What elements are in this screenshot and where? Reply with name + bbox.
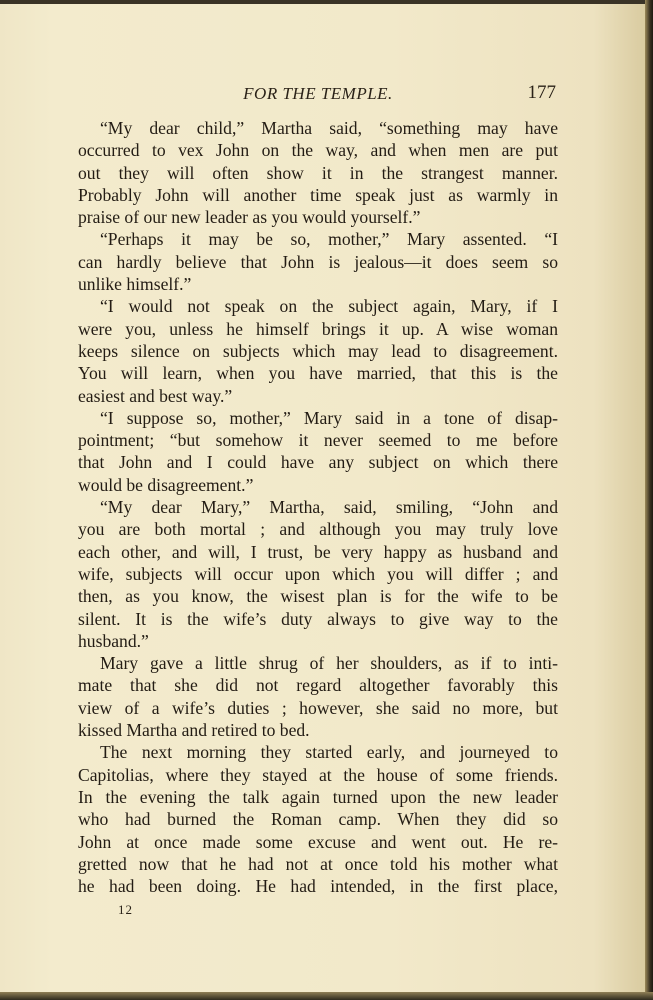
- text-line: silent. It is the wife’s duty always to give way to the: [78, 608, 558, 629]
- text-line: You will learn, when you have married, that this is the: [78, 363, 558, 384]
- running-head: [78, 82, 558, 108]
- text-line: unlike himself.”: [78, 274, 192, 295]
- text-line: wife, subjects will occur upon which you will differ ; and: [78, 563, 558, 584]
- text-line: kissed Martha and retired to bed.: [78, 720, 310, 741]
- text-line: occurred to vex John on the way, and when men are put: [78, 140, 558, 161]
- text-line: would be disagreement.”: [78, 474, 254, 495]
- text-line: “Perhaps it may be so, mother,” Mary assented. “I: [100, 229, 558, 250]
- running-title: FOR THE TEMPLE.: [243, 84, 393, 103]
- text-line: “My dear Mary,” Martha, said, smiling, “John and: [100, 497, 558, 518]
- text-line: view of a wife’s duties ; however, she said no more, but: [78, 697, 558, 718]
- text-line: Mary gave a little shrug of her shoulders, as if to inti-: [100, 653, 558, 674]
- text-line: each other, and will, I trust, be very happy as husband and: [78, 541, 558, 562]
- text-line: gretted now that he had not at once told his mother what: [78, 853, 558, 874]
- text-line: mate that she did not regard altogether favorably this: [78, 675, 558, 696]
- text-line: can hardly believe that John is jealous—it does seem so: [78, 251, 558, 272]
- signature-mark: 12: [118, 902, 133, 917]
- text-line: “My dear child,” Martha said, “something may have: [100, 118, 558, 138]
- body-text: [78, 117, 558, 897]
- text-line: were you, unless he himself brings it up. A wise woman: [78, 318, 558, 339]
- page-edge-right: [645, 0, 653, 1000]
- text-line: pointment; “but somehow it never seemed to me before: [78, 430, 558, 451]
- text-line: you are both mortal ; and although you may truly love: [78, 519, 558, 540]
- top-edge-rule: [0, 0, 645, 4]
- text-line: The next morning they started early, and journeyed to: [100, 742, 558, 763]
- page-number: 177: [527, 82, 556, 103]
- text-line: In the evening the talk again turned upon the new leader: [78, 786, 558, 807]
- text-line: that John and I could have any subject on which there: [78, 452, 558, 473]
- page-edge-bottom: [0, 992, 653, 1000]
- text-line: Probably John will another time speak just as warmly in: [78, 184, 558, 205]
- text-line: then, as you know, the wisest plan is for the wife to be: [78, 586, 558, 607]
- text-line: “I would not speak on the subject again, Mary, if I: [100, 296, 558, 317]
- text-line: “I suppose so, mother,” Mary said in a tone of disap-: [100, 407, 558, 428]
- text-line: out they will often show it in the strangest manner.: [78, 162, 558, 183]
- text-line: keeps silence on subjects which may lead to disagreement.: [78, 340, 558, 361]
- text-line: who had burned the Roman camp. When they did so: [78, 809, 558, 830]
- text-line: Capitolias, where they stayed at the house of some friends.: [78, 764, 558, 785]
- text-line: praise of our new leader as you would yourself.”: [78, 207, 421, 228]
- text-line: easiest and best way.”: [78, 385, 233, 406]
- text-line: he had been doing. He had intended, in the first place,: [78, 876, 558, 897]
- text-line: husband.”: [78, 630, 149, 651]
- text-line: John at once made some excuse and went out. He re-: [78, 831, 558, 852]
